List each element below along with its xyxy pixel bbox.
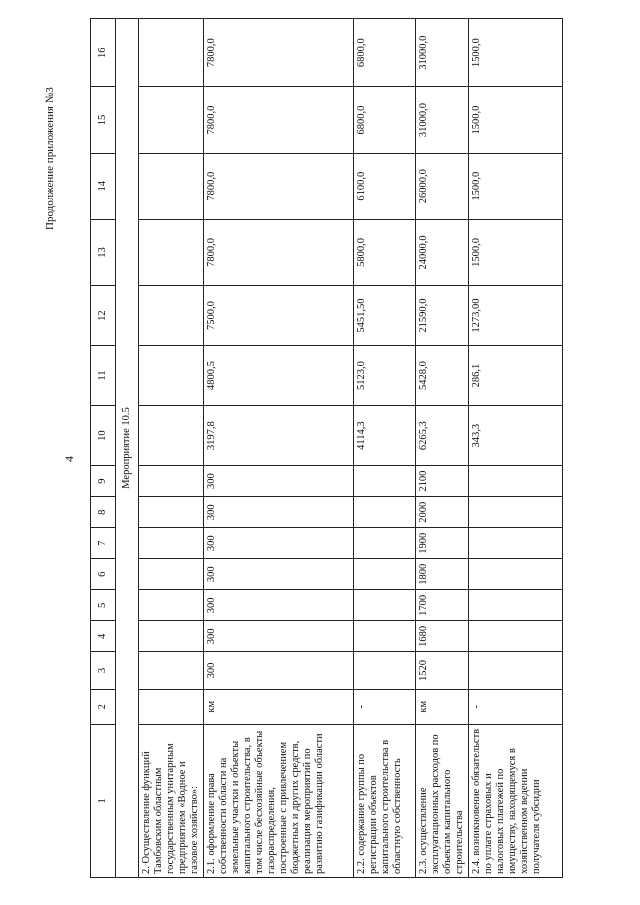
table-cell: 31000,0 [416, 19, 469, 87]
table-cell: 343,3 [469, 406, 563, 466]
table-cell [139, 346, 204, 406]
header-cell: 7 [91, 528, 116, 559]
header-cell: 5 [91, 590, 116, 621]
event-title: Мероприятие 10.5 [116, 19, 139, 878]
table-cell [469, 559, 563, 590]
table-cell: 4114,3 [354, 406, 416, 466]
table-cell [354, 497, 416, 528]
table-cell [139, 497, 204, 528]
table-cell: 1900 [416, 528, 469, 559]
table-cell: 300 [204, 652, 354, 689]
row-description: 2.3. осуществление эксплуатационных расходов по объектам капитального строительства [416, 724, 469, 877]
table-cell: км [416, 689, 469, 724]
table-cell: 4800,5 [204, 346, 354, 406]
table-cell: 7800,0 [204, 153, 354, 219]
table-cell: 31000,0 [416, 87, 469, 153]
table-cell: 6265,3 [416, 406, 469, 466]
table-cell: - [469, 689, 563, 724]
table-cell: 5428,0 [416, 346, 469, 406]
appendix-continuation: Продолжение приложения №3 [44, 87, 56, 230]
table-row [416, 19, 469, 878]
table-cell: 300 [204, 621, 354, 652]
table-cell: 286,1 [469, 346, 563, 406]
table-cell: 7500,0 [204, 286, 354, 346]
table-cell [139, 19, 204, 87]
table-cell: 6100,0 [354, 153, 416, 219]
table-cell: 300 [204, 528, 354, 559]
header-cell: 12 [91, 286, 116, 346]
row-description: 2. Осуществление функций Тамбовским областным государственным унитарным предприятием «Водное и газовое хозяйство»: [139, 724, 204, 877]
table-cell: 1273,00 [469, 286, 563, 346]
header-cell: 10 [91, 406, 116, 466]
table-cell: 300 [204, 590, 354, 621]
table-cell: 24000,0 [416, 219, 469, 285]
table-cell [469, 621, 563, 652]
table-cell [469, 528, 563, 559]
table-cell: 5800,0 [354, 219, 416, 285]
table-cell [354, 590, 416, 621]
page-number: 4 [62, 456, 76, 462]
header-cell: 11 [91, 346, 116, 406]
table-cell: 1500,0 [469, 219, 563, 285]
table-cell [354, 559, 416, 590]
header-cell: 14 [91, 153, 116, 219]
table-cell: 2100 [416, 466, 469, 497]
table-cell [139, 652, 204, 689]
table-cell [139, 153, 204, 219]
table-cell: 1800 [416, 559, 469, 590]
table-cell: 6800,0 [354, 87, 416, 153]
table-cell [139, 87, 204, 153]
row-description: 2.4. возникновение обязательств по уплате страховых и налоговых платежей по имуществу, находящемуся в хозяйственном ведении получателя субсидии [469, 724, 563, 877]
table-cell [139, 689, 204, 724]
table-cell [139, 219, 204, 285]
table-row [354, 19, 416, 878]
header-cell: 3 [91, 652, 116, 689]
header-cell: 4 [91, 621, 116, 652]
header-cell: 1 [91, 724, 116, 877]
table-cell: 300 [204, 497, 354, 528]
header-cell: 16 [91, 19, 116, 87]
table-cell [469, 652, 563, 689]
header-cell: 9 [91, 466, 116, 497]
header-cell: 15 [91, 87, 116, 153]
table-cell [139, 286, 204, 346]
table-cell: 1500,0 [469, 87, 563, 153]
header-cell: 8 [91, 497, 116, 528]
table-cell: 300 [204, 466, 354, 497]
header-cell: 2 [91, 689, 116, 724]
table-cell: км [204, 689, 354, 724]
table-cell: 7800,0 [204, 19, 354, 87]
table-cell: 1520 [416, 652, 469, 689]
table-cell [139, 559, 204, 590]
table-cell: 21590,0 [416, 286, 469, 346]
header-cell: 6 [91, 559, 116, 590]
header-row [91, 19, 116, 878]
table-cell: 6800,0 [354, 19, 416, 87]
table-cell [139, 621, 204, 652]
table-cell: 300 [204, 559, 354, 590]
table-cell: 1680 [416, 621, 469, 652]
table-cell: 7800,0 [204, 87, 354, 153]
table-cell [354, 466, 416, 497]
table-cell [139, 528, 204, 559]
row-description: 2.2. содержание группы по регистрации объектов капитального строительства в областную собственность [354, 724, 416, 877]
header-cell: 13 [91, 219, 116, 285]
table-cell [469, 466, 563, 497]
table-cell [469, 590, 563, 621]
table-cell [139, 590, 204, 621]
table-cell [139, 466, 204, 497]
table-cell: 2000 [416, 497, 469, 528]
table-cell: 5451,50 [354, 286, 416, 346]
table-cell: 1700 [416, 590, 469, 621]
event-row [116, 19, 139, 878]
row-description: 2.1. оформление права собственности области на земельные участки и объекты капитального строительства, в том числе бесхозяйные объекты газораспределения, построенные с привлечением бюджетных и других средств, реализация мероприятий по развитию газификации области [204, 724, 354, 877]
table-row [139, 19, 204, 878]
data-table [90, 18, 630, 878]
table-cell: 26000,0 [416, 153, 469, 219]
table-cell: - [354, 689, 416, 724]
table-cell: 1500,0 [469, 19, 563, 87]
table-row [204, 19, 354, 878]
table-cell: 7800,0 [204, 219, 354, 285]
table-cell [354, 621, 416, 652]
table-cell: 5123,0 [354, 346, 416, 406]
table-cell: 1500,0 [469, 153, 563, 219]
table-cell [354, 652, 416, 689]
table-cell [469, 497, 563, 528]
table-cell: 3197,8 [204, 406, 354, 466]
table-cell [139, 406, 204, 466]
table-row [469, 19, 563, 878]
table-cell [354, 528, 416, 559]
